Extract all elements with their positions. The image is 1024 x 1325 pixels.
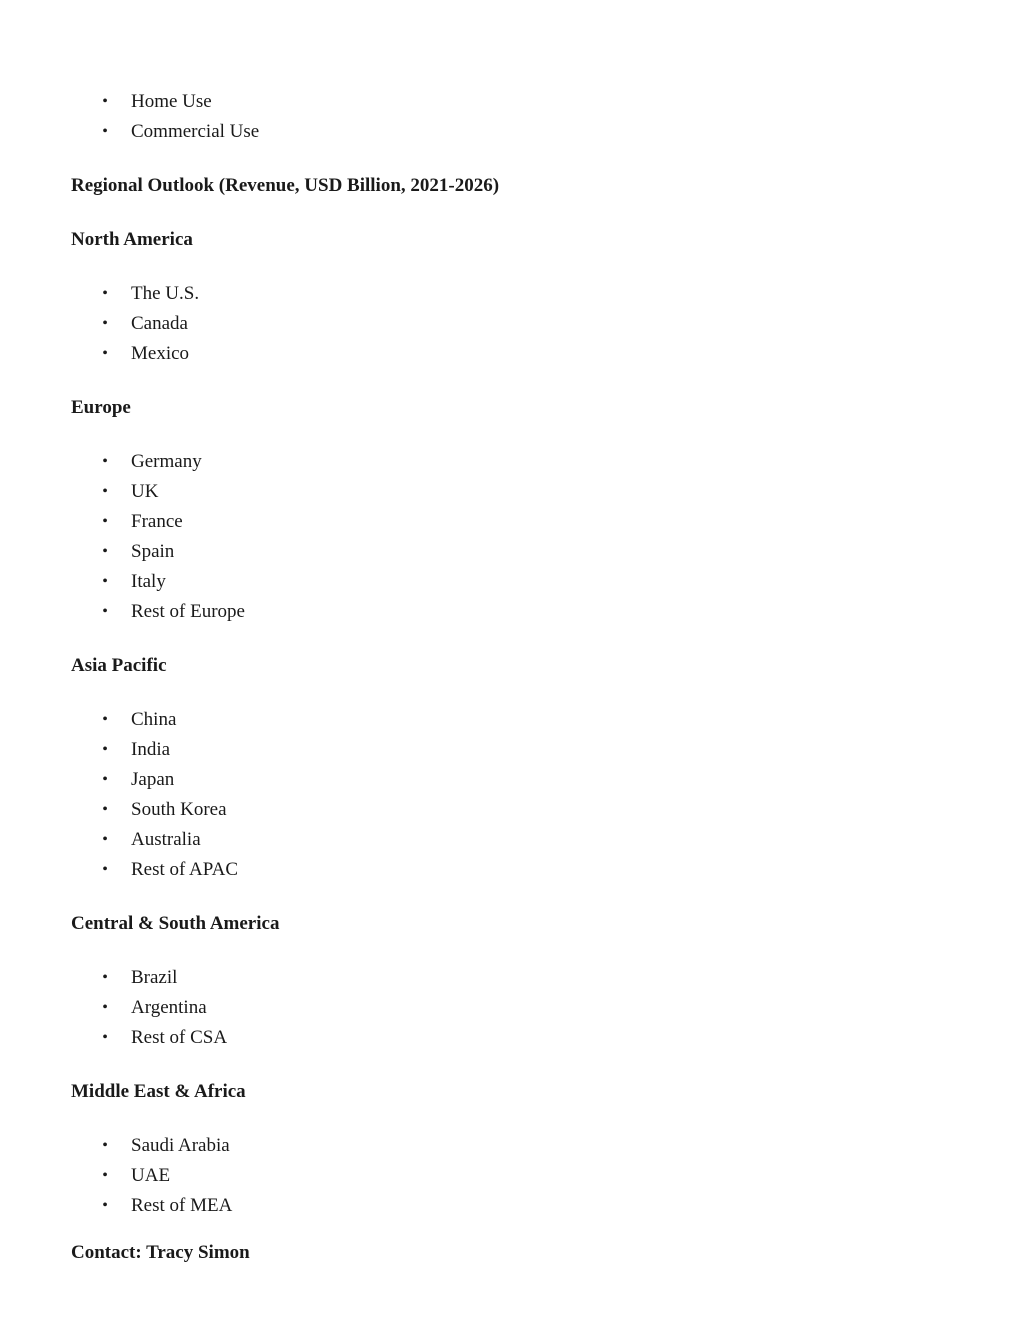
bullet-icon: •	[102, 969, 108, 986]
bullet-icon: •	[102, 861, 108, 878]
list-item: Canada	[131, 313, 188, 334]
list-item: Rest of Europe	[131, 601, 245, 622]
bullet-icon: •	[102, 1197, 108, 1214]
list-item: Italy	[131, 571, 166, 592]
bullet-icon: •	[102, 801, 108, 818]
region-heading: Europe	[71, 397, 131, 418]
list-item: Japan	[131, 769, 175, 790]
regional-outlook-heading: Regional Outlook (Revenue, USD Billion, 2021-2026)	[71, 175, 500, 196]
list-item: Spain	[131, 541, 175, 562]
bullet-icon: •	[102, 513, 108, 530]
list-item: Rest of CSA	[131, 1027, 228, 1048]
bullet-icon: •	[102, 345, 108, 362]
list-item: Saudi Arabia	[131, 1135, 230, 1156]
bullet-icon: •	[102, 543, 108, 560]
list-item: South Korea	[131, 799, 227, 820]
region-heading: Middle East & Africa	[71, 1081, 246, 1102]
bullet-icon: •	[102, 483, 108, 500]
list-item: Australia	[131, 829, 201, 850]
bullet-icon: •	[102, 453, 108, 470]
bullet-icon: •	[102, 573, 108, 590]
bullet-icon: •	[102, 771, 108, 788]
list-item: UK	[131, 481, 159, 502]
bullet-icon: •	[102, 1167, 108, 1184]
list-item: Mexico	[131, 343, 190, 364]
list-item: Commercial Use	[131, 121, 260, 142]
bullet-icon: •	[102, 1137, 108, 1154]
list-item: Home Use	[131, 91, 212, 112]
bullet-icon: •	[102, 831, 108, 848]
list-item: Rest of MEA	[131, 1195, 233, 1216]
list-item: UAE	[131, 1165, 171, 1186]
bullet-icon: •	[102, 603, 108, 620]
list-item: The U.S.	[131, 283, 200, 304]
bullet-icon: •	[102, 315, 108, 332]
list-item: Rest of APAC	[131, 859, 238, 880]
list-item: Argentina	[131, 997, 207, 1018]
bullet-icon: •	[102, 741, 108, 758]
region-heading: Central & South America	[71, 913, 280, 934]
bullet-icon: •	[102, 999, 108, 1016]
list-item: India	[131, 739, 171, 760]
bullet-icon: •	[102, 123, 108, 140]
region-heading: Asia Pacific	[71, 655, 167, 676]
bullet-icon: •	[102, 285, 108, 302]
bullet-icon: •	[102, 711, 108, 728]
list-item: France	[131, 511, 183, 532]
bullet-icon: •	[102, 93, 108, 110]
contact-line: Contact: Tracy Simon	[71, 1242, 250, 1263]
list-item: China	[131, 709, 177, 730]
list-item: Germany	[131, 451, 202, 472]
region-heading: North America	[71, 229, 193, 250]
bullet-icon: •	[102, 1029, 108, 1046]
list-item: Brazil	[131, 967, 178, 988]
